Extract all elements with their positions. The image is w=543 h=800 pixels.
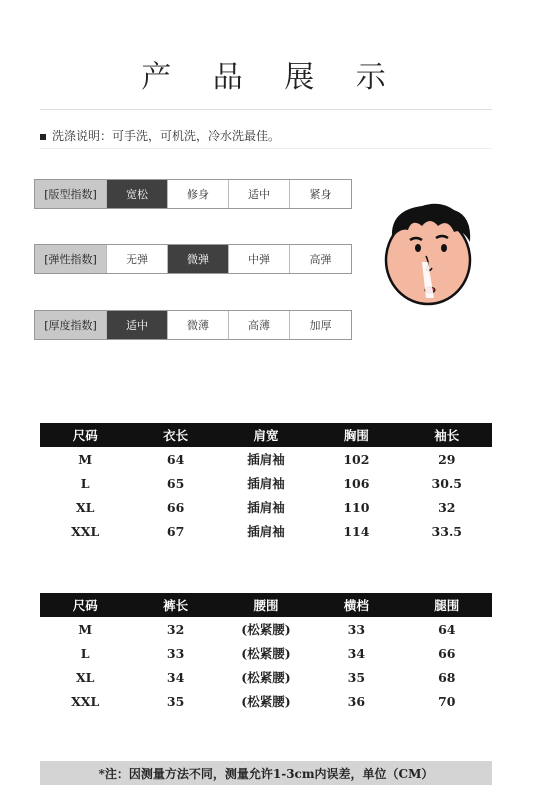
table-cell: 64 — [438, 621, 456, 637]
table-row — [40, 641, 492, 665]
table-cell: 65 — [166, 475, 185, 491]
table-cell: (松紧腰) — [241, 646, 291, 661]
table-cell: 插肩袖 — [247, 500, 285, 515]
table-cell: 114 — [343, 523, 370, 539]
table-cell: (松紧腰) — [241, 670, 291, 685]
fit-index-option: 宽松 — [107, 180, 168, 208]
title-divider — [40, 109, 492, 110]
elasticity-index-option: 微弹 — [168, 245, 229, 273]
table-cell: 34 — [166, 669, 185, 685]
header-thigh: 腿围 — [402, 593, 492, 617]
table-cell: L — [80, 475, 90, 491]
table-row — [40, 617, 492, 641]
table-cell: 106 — [343, 475, 370, 491]
table-cell: XL — [75, 669, 95, 685]
table-cell: 33 — [166, 645, 185, 661]
table-cell: (松紧腰) — [241, 694, 291, 709]
table-cell: 29 — [438, 451, 456, 467]
table-cell: 33 — [347, 621, 366, 637]
table-cell: XL — [75, 499, 95, 515]
thickness-index-option: 微薄 — [168, 311, 229, 339]
table-cell: 30.5 — [431, 475, 462, 491]
table-cell: (松紧腰) — [241, 622, 291, 637]
table-cell: 68 — [438, 669, 456, 685]
table-cell: 70 — [438, 693, 456, 709]
table-cell: 插肩袖 — [247, 452, 285, 467]
measurement-note: *注：因测量方法不同，测量允许1-3cm内误差，单位（CM） — [40, 761, 492, 785]
table-cell: 35 — [347, 669, 366, 685]
header-size: 尺码 — [40, 593, 130, 617]
table-cell: L — [80, 645, 90, 661]
elasticity-index-option: 中弹 — [229, 245, 290, 273]
wash-divider — [40, 148, 492, 149]
table-row — [40, 447, 492, 471]
table-cell: 35 — [166, 693, 185, 709]
table-header-row — [40, 423, 492, 447]
header-sleeve: 袖长 — [402, 423, 492, 447]
bottom-size-table — [40, 593, 492, 713]
wash-text: 洗涤说明：可手洗，可机洗，冷水洗最佳。 — [52, 129, 281, 143]
fit-index-label: [版型指数] — [35, 180, 107, 208]
table-cell: 67 — [166, 523, 185, 539]
thickness-index-option: 适中 — [107, 311, 168, 339]
table-header-row — [40, 593, 492, 617]
table-row — [40, 689, 492, 713]
table-row — [40, 519, 492, 543]
table-cell: 34 — [347, 645, 366, 661]
elasticity-index-label: [弹性指数] — [35, 245, 107, 273]
fit-index-option: 紧身 — [290, 180, 351, 208]
table-cell: 插肩袖 — [247, 524, 285, 539]
table-cell: M — [78, 621, 93, 637]
table-cell: 110 — [343, 499, 370, 515]
table-cell: 32 — [438, 499, 456, 515]
elasticity-index-option: 高弹 — [290, 245, 351, 273]
wash-instructions — [40, 127, 280, 144]
table-cell: 32 — [166, 621, 185, 637]
page-title: 产 品 展 示 — [141, 60, 402, 95]
top-size-table — [40, 423, 492, 543]
header-waist: 腰围 — [221, 593, 311, 617]
table-cell: 102 — [343, 451, 370, 467]
table-cell: 66 — [166, 499, 185, 515]
header-pants-length: 裤长 — [130, 593, 220, 617]
cartoon-face-icon — [382, 198, 478, 312]
header-chest: 胸围 — [311, 423, 401, 447]
table-cell: 64 — [166, 451, 185, 467]
table-cell: M — [78, 451, 93, 467]
table-row — [40, 471, 492, 495]
fit-index-option: 适中 — [229, 180, 290, 208]
bullet-square-icon — [40, 134, 46, 140]
elasticity-index-row — [34, 244, 352, 274]
header-size: 尺码 — [40, 423, 130, 447]
thickness-index-row — [34, 310, 352, 340]
table-row — [40, 495, 492, 519]
thickness-index-option: 高薄 — [229, 311, 290, 339]
table-cell: 插肩袖 — [247, 476, 285, 491]
table-cell: 33.5 — [431, 523, 462, 539]
header-shoulder: 肩宽 — [221, 423, 311, 447]
table-cell: 66 — [438, 645, 456, 661]
thickness-index-option: 加厚 — [290, 311, 351, 339]
table-row — [40, 665, 492, 689]
fit-index-row — [34, 179, 352, 209]
header-crotch: 横档 — [311, 593, 401, 617]
table-cell: XXL — [71, 693, 100, 709]
fit-index-option: 修身 — [168, 180, 229, 208]
header-length: 衣长 — [130, 423, 220, 447]
table-cell: 36 — [347, 693, 366, 709]
table-cell: XXL — [71, 523, 100, 539]
elasticity-index-option: 无弹 — [107, 245, 168, 273]
thickness-index-label: [厚度指数] — [35, 311, 107, 339]
